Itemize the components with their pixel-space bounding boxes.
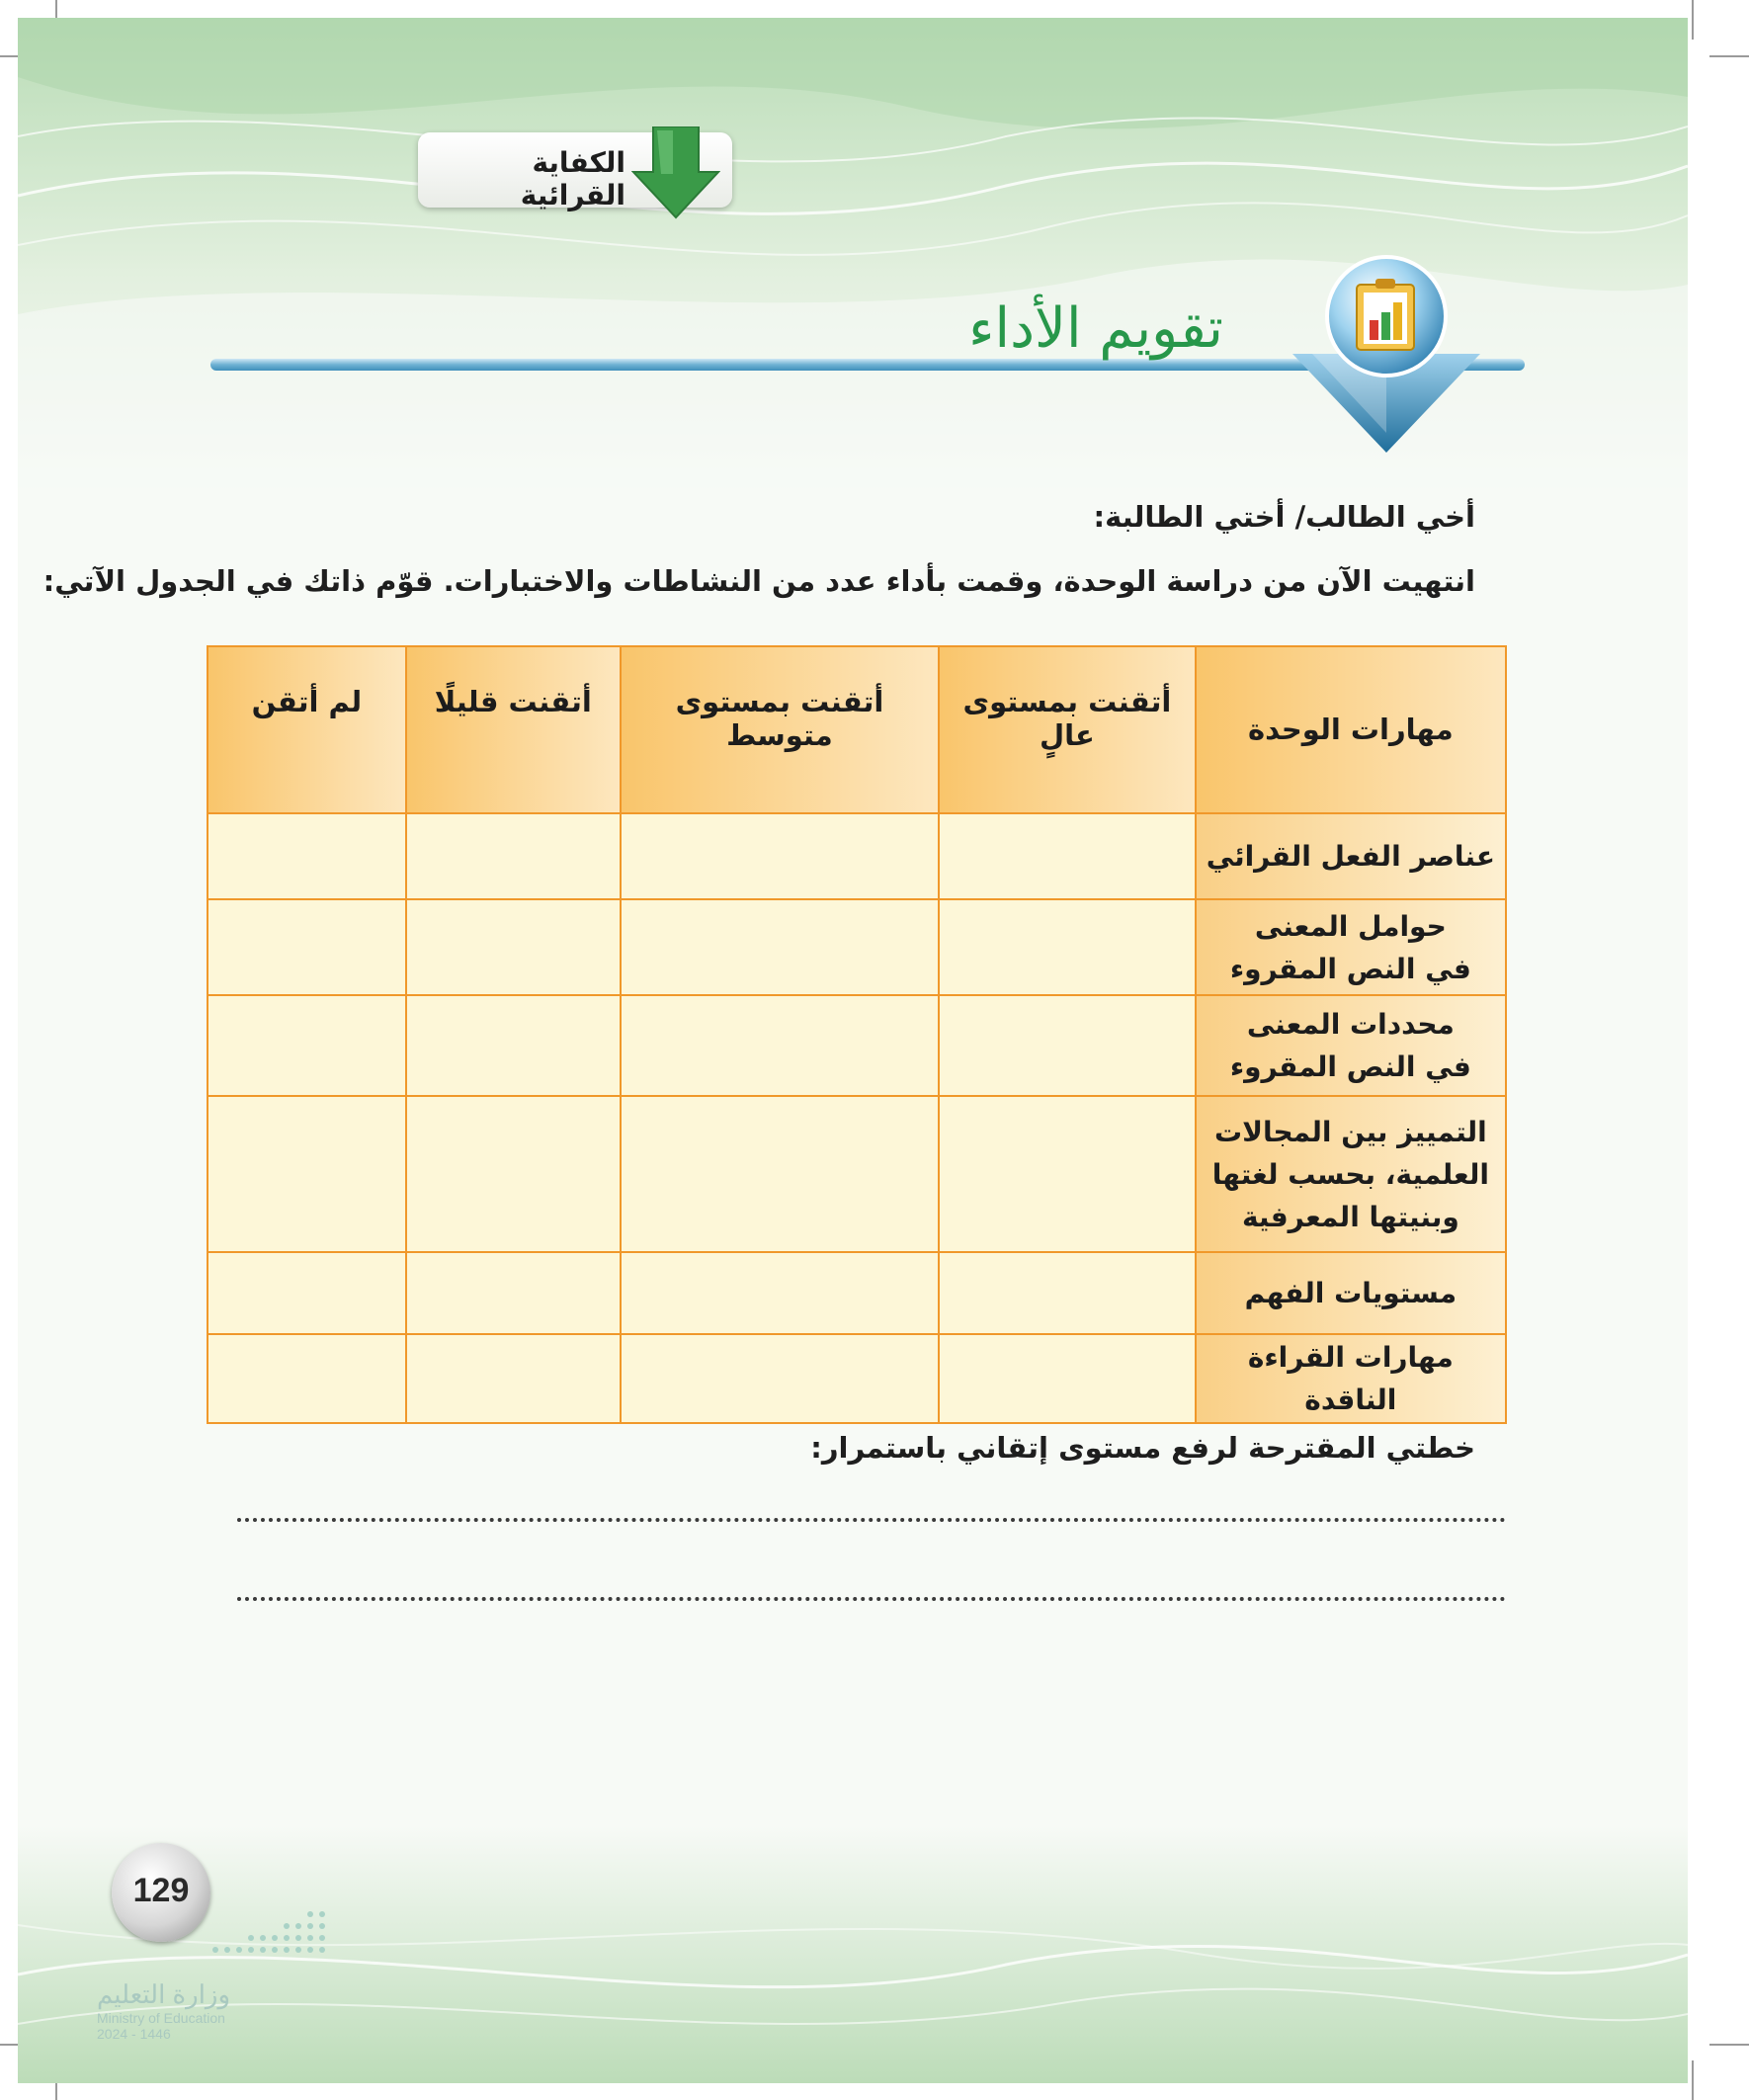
- rating-cell[interactable]: [406, 813, 621, 899]
- rating-cell[interactable]: [208, 1096, 406, 1252]
- table-row: [208, 1096, 1506, 1252]
- rating-cell[interactable]: [939, 1252, 1196, 1334]
- self-assessment-table: [207, 645, 1507, 1424]
- rating-cell[interactable]: [939, 813, 1196, 899]
- rating-cell[interactable]: [939, 1334, 1196, 1423]
- table-row: [208, 1252, 1506, 1334]
- plan-label: خطتي المقترحة لرفع مستوى إتقاني باستمرار:: [810, 1431, 1475, 1465]
- edition-year: 2024 - 1446: [97, 2026, 171, 2042]
- skill-name: حوامل المعنى في النص المقروء: [1196, 899, 1506, 995]
- crop-mark: [1709, 55, 1749, 57]
- rating-cell[interactable]: [406, 1252, 621, 1334]
- rating-cell[interactable]: [621, 813, 939, 899]
- ministry-name-arabic: وزارة التعليم: [97, 1979, 231, 2009]
- section-tab: [418, 132, 732, 211]
- rating-cell[interactable]: [621, 1252, 939, 1334]
- instruction-text: انتهيت الآن من دراسة الوحدة، وقمت بأداء عدد من النشاطات والاختبارات. قوّم ذاتك في الجدول الآتي:: [42, 564, 1475, 598]
- rating-cell[interactable]: [208, 1252, 406, 1334]
- rating-cell[interactable]: [208, 813, 406, 899]
- writing-line[interactable]: [237, 1597, 1506, 1601]
- ministry-logo-dots-icon: [206, 1910, 344, 1970]
- table-row: [208, 995, 1506, 1096]
- rating-cell[interactable]: [406, 995, 621, 1096]
- header-no-mastery: لم أتقن: [208, 646, 406, 813]
- down-arrow-icon: [631, 126, 720, 221]
- rating-cell[interactable]: [621, 1096, 939, 1252]
- ministry-name-english: Ministry of Education: [97, 2010, 225, 2026]
- ministry-logo: [97, 1979, 230, 2042]
- header-medium-mastery: أتقنت بمستوى متوسط: [621, 646, 939, 813]
- evaluation-badge-icon: [1292, 255, 1480, 453]
- rating-cell[interactable]: [939, 1096, 1196, 1252]
- textbook-page: [18, 18, 1688, 2083]
- rating-cell[interactable]: [621, 899, 939, 995]
- writing-line[interactable]: [237, 1518, 1506, 1522]
- rating-cell[interactable]: [208, 1334, 406, 1423]
- section-label: الكفاية القرائية: [520, 146, 625, 211]
- skill-name: مستويات الفهم: [1196, 1252, 1506, 1334]
- crop-mark: [1692, 0, 1694, 40]
- rating-cell[interactable]: [208, 899, 406, 995]
- rating-cell[interactable]: [621, 995, 939, 1096]
- rating-cell[interactable]: [406, 1334, 621, 1423]
- rating-cell[interactable]: [406, 1096, 621, 1252]
- header-low-mastery: أتقنت قليلًا: [406, 646, 621, 813]
- header-high-mastery: أتقنت بمستوى عالٍ: [939, 646, 1196, 813]
- page-number: 129: [132, 1872, 190, 1909]
- rating-cell[interactable]: [939, 995, 1196, 1096]
- skill-name: مهارات القراءة الناقدة: [1196, 1334, 1506, 1423]
- skill-name: محددات المعنى في النص المقروء: [1196, 995, 1506, 1096]
- skill-name: التمييز بين المجالات العلمية، بحسب لغتها وبنيتها المعرفية: [1196, 1096, 1506, 1252]
- rating-cell[interactable]: [621, 1334, 939, 1423]
- header-skills: مهارات الوحدة: [1196, 646, 1506, 813]
- greeting-text: أخي الطالب/ أختي الطالبة:: [1093, 500, 1475, 534]
- rating-cell[interactable]: [208, 995, 406, 1096]
- table-header-row: [208, 646, 1506, 813]
- crop-mark: [1709, 2044, 1749, 2046]
- rating-cell[interactable]: [939, 899, 1196, 995]
- page-number-badge: [112, 1843, 210, 1942]
- table-row: [208, 899, 1506, 995]
- table-row: [208, 1334, 1506, 1423]
- skill-name: عناصر الفعل القرائي: [1196, 813, 1506, 899]
- page-title: تقويم الأداء: [968, 296, 1223, 361]
- rating-cell[interactable]: [406, 899, 621, 995]
- table-row: [208, 813, 1506, 899]
- crop-mark: [1692, 2060, 1694, 2100]
